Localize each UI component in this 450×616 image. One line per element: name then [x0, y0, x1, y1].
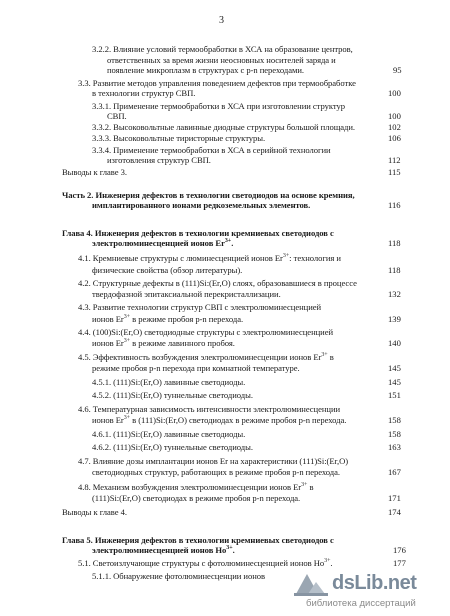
toc-line: 4.6. Температурная зависимость интенсивности электролюминесценции	[78, 404, 341, 414]
toc-page-number: 174	[388, 507, 401, 517]
toc-line: Выводы к главе 4.	[62, 507, 127, 517]
toc-line: 4.5.2. (111)Si:(Er,O) туннельные светодиоды.	[92, 390, 253, 400]
toc-part-heading: имплантированного ионами редкоземельных элементов.	[92, 200, 311, 210]
toc-page-number: 171	[388, 493, 401, 503]
toc-page-number: 177	[393, 558, 406, 568]
watermark-site-name: dsLib.net	[332, 572, 417, 594]
toc-page-number: 140	[388, 338, 401, 348]
toc-line: (111)Si:(Er,O) светодиодах в режиме пробоя p-n перехода.	[92, 493, 301, 503]
toc-line: появление микроплазм в структурах с p-n переходами.	[107, 65, 304, 75]
dslib-logo-icon	[294, 572, 328, 596]
toc-line: ионов $Er^{3+}$ в режиме пробоя p-n перехода.	[92, 314, 244, 324]
toc-line: 3.3. Развитие методов управления поведением дефектов при термообработке	[78, 78, 356, 88]
toc-page-number: 158	[388, 429, 401, 439]
toc-line: 4.8. Механизм возбуждения электролюминесценции ионов $Er^{3+}$ в	[78, 482, 314, 492]
toc-line: 4.7. Влияние дозы имплантации ионов Er на характеристики (111)Si:(Er,O)	[78, 456, 349, 466]
toc-page-number: 118	[388, 238, 401, 248]
toc-line: 5.1. Светоизлучающие структуры с фотолюминесценцией ионов $Ho^{3+}$.	[78, 558, 333, 568]
toc-page-number: 100	[388, 111, 401, 121]
toc-page-number: 95	[393, 65, 402, 75]
toc-part-heading: Часть 2. Инженерия дефектов в технологии светодиодов на основе кремния,	[62, 190, 355, 200]
toc-page-number: 151	[388, 390, 401, 400]
toc-line: 4.2. Структурные дефекты в (111)Si:(Er,O) слоях, образовавшиеся в процессе	[78, 278, 357, 288]
toc-line: ионов $Er^{3+}$ в режиме лавинного пробоя.	[92, 338, 235, 348]
toc-line: 3.3.4. Применение термообработки в ХСА в серийной технологии	[92, 145, 331, 155]
toc-line: 4.1. Кремниевые структуры с люминесценцией ионов $Er^{3+}$: технология и	[78, 253, 341, 263]
toc-line: Выводы к главе 3.	[62, 167, 127, 177]
toc-line: 3.2.2. Влияние условий термообработки в ХСА на образование центров,	[92, 44, 353, 54]
toc-line: 3.3.3. Высоковольтные тиристорные структуры.	[92, 133, 266, 143]
toc-page-number: 132	[388, 289, 401, 299]
toc-line: ионов $Er^{3+}$ в (111)Si:(Er,O) светодиодах в режиме пробоя p-n перехода.	[92, 415, 347, 425]
toc-line: физические свойства (обзор литературы).	[92, 265, 243, 275]
toc-chapter-heading: Глава 4. Инженерия дефектов в технологии кремниевых светодиодов с	[62, 228, 334, 238]
dslib-watermark[interactable]	[292, 572, 442, 612]
toc-chapter-heading: электролюминесценцией ионов $Ho^{3+}$.	[92, 545, 235, 555]
toc-line: 4.6.1. (111)Si:(Er,O) лавинные светодиоды.	[92, 429, 246, 439]
toc-page-number: 139	[388, 314, 401, 324]
toc-page-number: 167	[388, 467, 401, 477]
toc-page-number: 145	[388, 377, 401, 387]
toc-line: 4.5. Эффективность возбуждения электролюминесценции ионов $Er^{3+}$ в	[78, 352, 334, 362]
toc-line: 4.5.1. (111)Si:(Er,O) лавинные светодиоды.	[92, 377, 246, 387]
toc-page-number: 118	[388, 265, 401, 275]
watermark-subtitle: библиотека диссертаций	[306, 598, 416, 609]
toc-line: 4.4. (100)Si:(Er,O) светодиодные структуры с электролюминесценцией	[78, 327, 334, 337]
toc-line: 3.3.2. Высоковольтные лавинные диодные структуры большой площади.	[92, 122, 356, 132]
toc-line: 3.3.1. Применение термообработки в ХСА при изготовлении структур	[92, 101, 345, 111]
toc-page-number: 106	[388, 133, 401, 143]
toc-line: твердофазной эпитаксиальной перекристаллизации.	[92, 289, 281, 299]
toc-page-number: 112	[388, 155, 401, 165]
toc-page-number: 116	[388, 200, 401, 210]
toc-line: 4.3. Развитие технологии структур СВП с электролюминесценцией	[78, 302, 322, 312]
toc-page-number: 158	[388, 415, 401, 425]
toc-line: СВП.	[107, 111, 127, 121]
toc-line: 5.1.1. Обнаружение фотолюминесценции ионов	[92, 571, 266, 581]
toc-chapter-heading: Глава 5. Инженерия дефектов в технологии кремниевых светодиодов с	[62, 535, 334, 545]
toc-page-number: 100	[388, 88, 401, 98]
toc-page-number: 176	[393, 545, 406, 555]
toc-line: изготовления структур СВП.	[107, 155, 211, 165]
toc-line: режиме пробоя p-n перехода при комнатной температуре.	[92, 363, 300, 373]
toc-chapter-heading: электролюминесценцией ионов $Er^{3+}$.	[92, 238, 234, 248]
toc-line: в технологии структур СВП.	[92, 88, 196, 98]
toc-page-number: 163	[388, 442, 401, 452]
page-number: 3	[219, 15, 224, 26]
toc-page-number: 102	[388, 122, 401, 132]
toc-line: 4.6.2. (111)Si:(Er,O) туннельные светодиоды.	[92, 442, 253, 452]
toc-line: светодиодных структур, работающих в режиме пробоя p-n перехода.	[92, 467, 340, 477]
toc-page-number: 145	[388, 363, 401, 373]
toc-page-number: 115	[388, 167, 401, 177]
toc-line: ответственных за время жизни неосновных носителей заряда и	[107, 55, 336, 65]
